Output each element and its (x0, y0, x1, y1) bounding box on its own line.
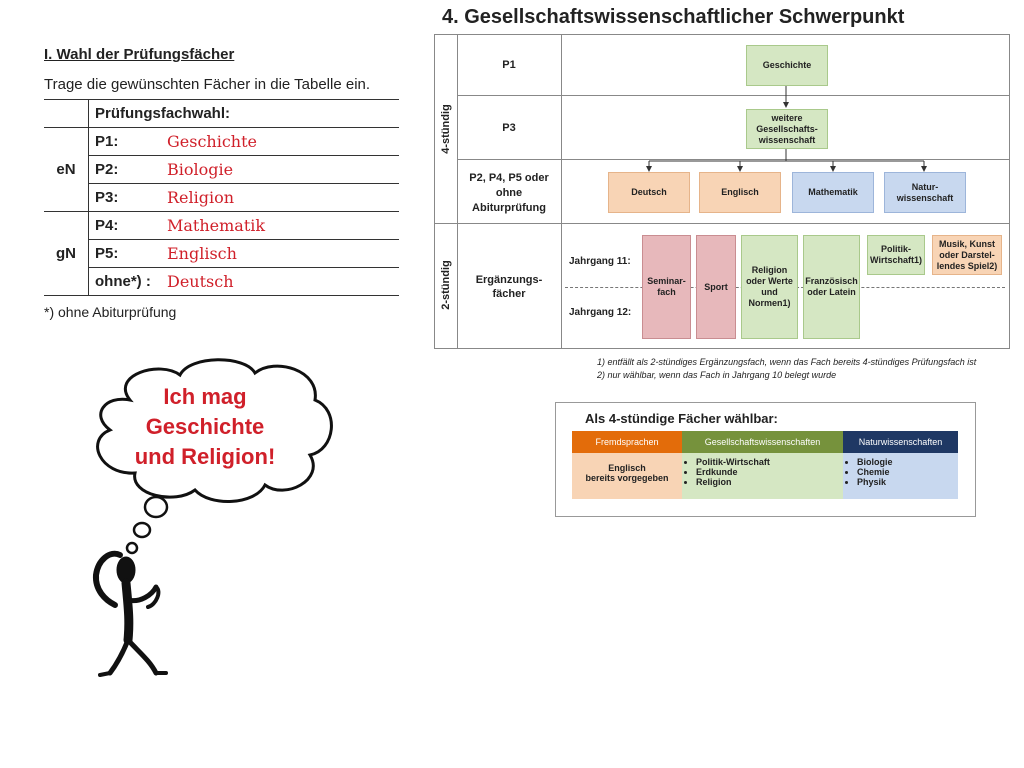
row-label: P4: (89, 212, 162, 240)
col-fremdsprachen-header: Fremdsprachen (572, 431, 682, 453)
subject-value[interactable]: Deutsch (161, 268, 399, 296)
thought-line: Geschichte (145, 414, 265, 439)
jahrgang-11-label: Jahrgang 11: (569, 256, 631, 267)
list-item: • Physik (857, 477, 958, 487)
table-row (44, 268, 399, 296)
table-header: Prüfungsfachwahl: (89, 100, 400, 128)
thought-bubble-icon (134, 523, 150, 537)
two-hour-label: 2-stündig (440, 260, 452, 310)
thought-bubble-icon (127, 543, 137, 553)
thought-text (118, 382, 292, 472)
box-seminar: Seminar-fach (642, 235, 691, 339)
jahrgang-12-label: Jahrgang 12: (569, 307, 632, 318)
row-p3-label: P3 (502, 122, 516, 134)
table-header-row (44, 100, 399, 128)
table-row (44, 128, 399, 156)
subject-value[interactable]: Geschichte (161, 128, 399, 156)
col-gesellschaft-header: Gesellschaftswissenschaften (682, 431, 843, 453)
row-label: P5: (89, 240, 162, 268)
box-natur: Natur-wissenschaft (884, 172, 966, 213)
box-geschichte: Geschichte (746, 45, 828, 86)
thought-line: Ich mag (163, 384, 247, 409)
note-2: 2) nur wählbar, wenn das Fach in Jahrgang 10 belegt wurde (597, 370, 837, 380)
table-row (44, 212, 399, 240)
section-title: I. Wahl der Prüfungsfächer (44, 46, 235, 63)
box-religion: Religion oder Werte und Normen1) (741, 235, 798, 339)
course-structure-frame (434, 34, 1010, 349)
footnote: *) ohne Abiturprüfung (44, 304, 177, 320)
box-politik: Politik-Wirtschaft1) (867, 235, 925, 275)
thought-line: und Religion! (134, 444, 276, 469)
subject-value[interactable]: Biologie (161, 156, 399, 184)
box-englisch: Englisch (699, 172, 781, 213)
subject-value[interactable]: Religion (161, 184, 399, 212)
list-item: • Chemie (857, 467, 958, 477)
note-1: 1) entfällt als 2-stündiges Ergänzungsfach, wenn das Fach bereits 4-stündiges Prüfungsfach ist (597, 357, 977, 367)
box-deutsch: Deutsch (608, 172, 690, 213)
row-erg-label: Ergänzungs- fächer (475, 274, 543, 300)
list-item: • Politik-Wirtschaft (696, 457, 843, 467)
list-item: • Erdkunde (696, 467, 843, 477)
stick-figure-icon (96, 554, 166, 675)
list-item: • Religion (696, 477, 843, 487)
row-label: P3: (89, 184, 162, 212)
group-gn: gN (44, 212, 89, 296)
table-row (44, 156, 399, 184)
row-label: ohne*) : (89, 268, 162, 296)
table-row (44, 184, 399, 212)
subject-value[interactable]: Englisch (161, 240, 399, 268)
box-musik: Musik, Kunst oder Darstel-lendes Spiel2) (932, 235, 1002, 275)
row-label: P2: (89, 156, 162, 184)
table-row (44, 240, 399, 268)
box-weitere: weitere Gesellschafts-wissenschaft (746, 109, 828, 149)
row-p1-label: P1 (502, 59, 516, 71)
panel-title: Als 4-stündige Fächer wählbar: (585, 411, 778, 426)
col-natur-header: Naturwissenschaften (843, 431, 958, 453)
group-en: eN (44, 128, 89, 212)
col-natur-cell (843, 453, 958, 499)
list-item: • Biologie (857, 457, 958, 467)
box-mathematik: Mathematik (792, 172, 874, 213)
col-gesellschaft-cell (682, 453, 843, 499)
thought-bubble-icon (145, 497, 167, 517)
exam-subject-table (44, 99, 399, 296)
instruction-text: Trage die gewünschten Fächer in die Tabelle ein. (44, 76, 371, 93)
box-franz: Französisch oder Latein (803, 235, 860, 339)
four-hour-label: 4-stündig (440, 104, 452, 154)
row-p245-label: P2, P4, P5 oder ohne Abiturprüfung (469, 172, 549, 214)
row-label: P1: (89, 128, 162, 156)
box-sport: Sport (696, 235, 736, 339)
subject-value[interactable]: Mathematik (161, 212, 399, 240)
col-fremdsprachen-cell: Englisch bereits vorgegeben (572, 453, 682, 499)
page-title: 4. Gesellschaftswissenschaftlicher Schwerpunkt (442, 6, 905, 28)
